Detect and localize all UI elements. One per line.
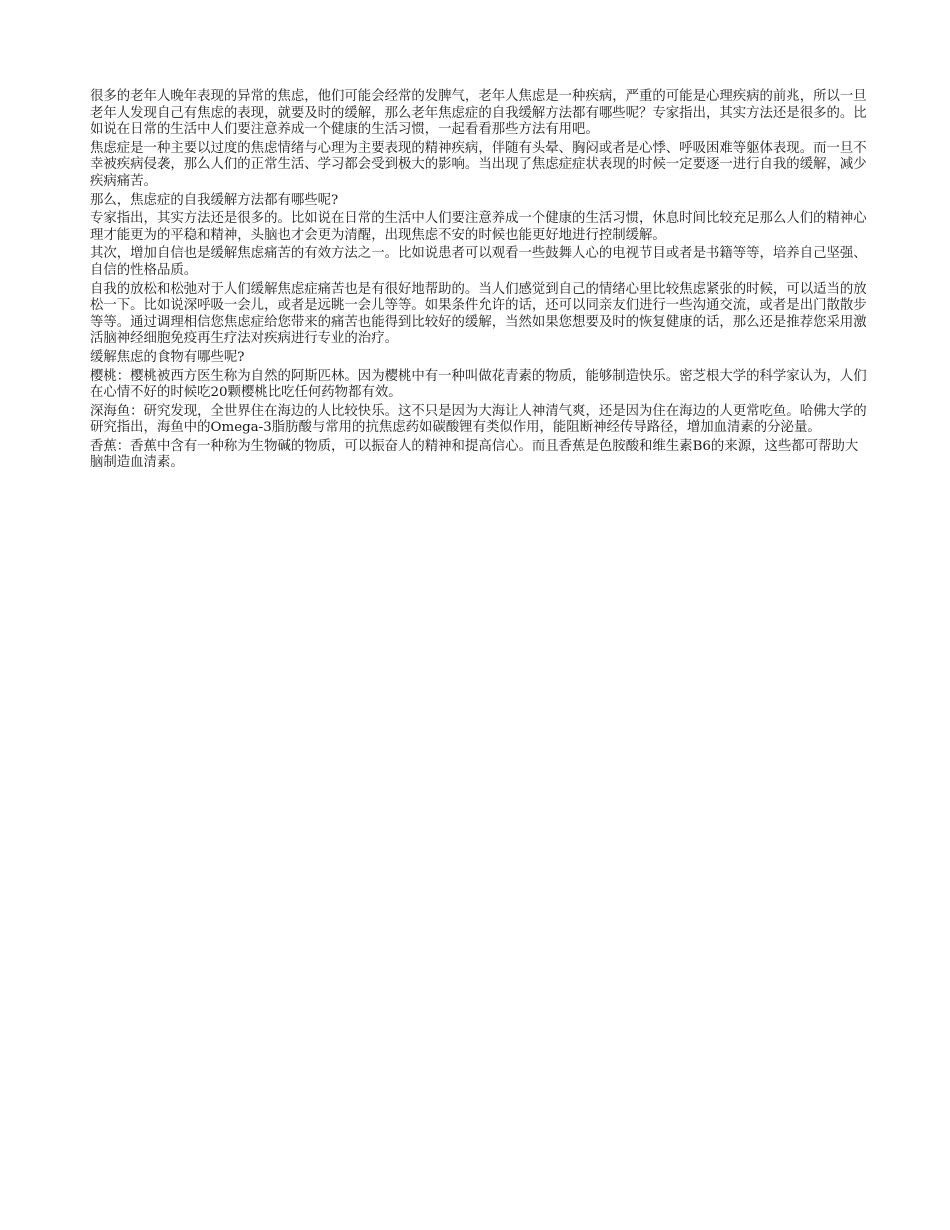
paragraph-banana: 香蕉：香蕉中含有一种称为生物碱的物质，可以振奋人的精神和提高信心。而且香蕉是色胺酸和维生素B6的来源，这些都可帮助大脑制造血清素。: [90, 438, 859, 471]
paragraph-relaxation: 自我的放松和松弛对于人们缓解焦虑症痛苦也是有很好地帮助的。当人们感觉到自己的情绪心里比较焦虑紧张的时候，可以适当的放松一下。比如说深呼吸一会儿，或者是远眺一会儿等等。如果条件允许的话，还可以同亲友们进行一些沟通交流，或者是出门散散步等等。通过调理相信您焦虑症给您带来的痛苦也能得到比较好的缓解，当然如果您想要及时的恢复健康的话，那么还是推荐您采用激活脑神经细胞免疫再生疗法对疾病进行专业的治疗。: [90, 281, 867, 347]
paragraph-confidence: 其次，增加自信也是缓解焦虑痛苦的有效方法之一。比如说患者可以观看一些鼓舞人心的电视节目或者是书籍等等，培养自己坚强、自信的性格品质。: [90, 246, 867, 278]
paragraph-definition: 焦虑症是一种主要以过度的焦虑情绪与心理为主要表现的精神疾病，伴随有头晕、胸闷或者是心悸、呼吸困难等躯体表现。而一旦不幸被疾病侵袭，那么人们的正常生活、学习都会受到极大的影响。当出现了焦虑症症状表现的时候一定要逐一进行自我的缓解，减少疾病痛苦。: [90, 140, 867, 189]
article-body: [90, 89, 870, 474]
paragraph-question-methods: 那么，焦虑症的自我缓解方法都有哪些呢?: [90, 192, 339, 208]
paragraph-question-foods: 缓解焦虑的食物有哪些呢?: [90, 349, 245, 365]
paragraph-habits: 专家指出，其实方法还是很多的。比如说在日常的生活中人们要注意养成一个健康的生活习惯，休息时间比较充足那么人们的精神心理才能更为的平稳和精神，头脑也才会更为清醒，出现焦虑不安的时候也能更好地进行控制缓解。: [90, 211, 867, 243]
paragraph-intro: 很多的老年人晚年表现的异常的焦虑，他们可能会经常的发脾气，老年人焦虑是一种疾病，严重的可能是心理疾病的前兆，所以一旦老年人发现自己有焦虑的表现，就要及时的缓解，那么老年焦虑症的自我缓解方法都有哪些呢？专家指出，其实方法还是很多的。比如说在日常的生活中人们要注意养成一个健康的生活习惯，一起看看那些方法有用吧。: [90, 89, 867, 138]
paragraph-deep-sea-fish: 深海鱼：研究发现，全世界住在海边的人比较快乐。这不只是因为大海让人神清气爽，还是因为住在海边的人更常吃鱼。哈佛大学的研究指出，海鱼中的Omega-3脂肪酸与常用的抗焦虑药如碳酸锂有类似作用，能阻断神经传导路径，增加血清素的分泌量。: [90, 403, 867, 436]
paragraph-cherry: 樱桃：樱桃被西方医生称为自然的阿斯匹林。因为樱桃中有一种叫做花青素的物质，能够制造快乐。密芝根大学的科学家认为，人们在心情不好的时候吃20颗樱桃比吃任何药物都有效。: [90, 368, 867, 401]
